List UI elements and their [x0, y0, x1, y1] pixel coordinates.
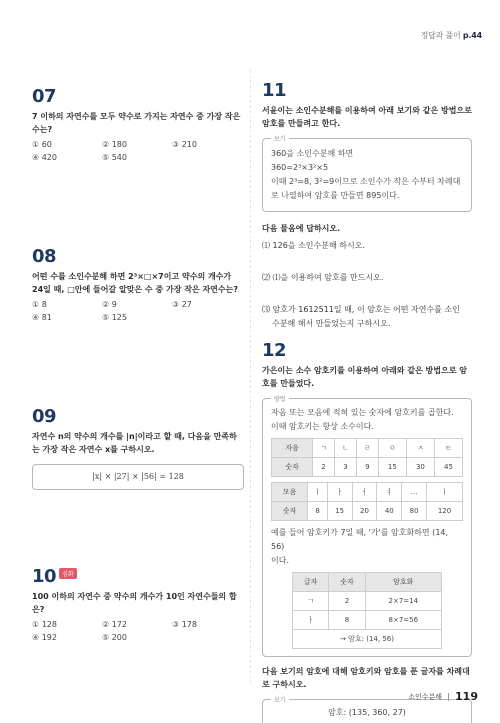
choice-4[interactable]: ④ 81 [32, 313, 52, 322]
table-cell: → 암호: (14, 56) [293, 630, 442, 649]
example-box [262, 138, 472, 212]
table-cell: 숫자 [272, 458, 313, 477]
table-row [272, 502, 463, 521]
table-cell: ㄹ [356, 439, 378, 458]
choice-1[interactable]: ① 8 [32, 300, 47, 309]
table-cell: ㄱ [313, 439, 335, 458]
box-line: 이때 2³=8, 3²=9이므로 소인수가 작은 수부터 차례대 [271, 177, 461, 186]
consonant-table [271, 438, 463, 477]
page-number: 119 [455, 690, 478, 703]
table-cell: 40 [377, 502, 402, 521]
formula: |x| × |27| × |56| = 128 [92, 472, 184, 481]
table-cell: 암호화 [365, 573, 441, 592]
choice-5[interactable]: ⑤ 540 [102, 153, 127, 162]
table-cell: 8 [329, 611, 365, 630]
question-08 [32, 248, 244, 322]
choice-3[interactable]: ③ 27 [172, 300, 192, 309]
table-cell: ㅣ [308, 483, 327, 502]
table-cell: 자음 [272, 439, 313, 458]
example-line: 예를 들어 암호키가 7일 때, '가'를 암호화하면 (14, 56) [271, 528, 449, 551]
box-title: 보기 [271, 694, 289, 708]
sub-question-2: ⑵ ⑴을 이용하여 암호를 만드시오. [262, 273, 384, 282]
answer-page-ref: p.44 [462, 31, 482, 40]
table-cell: ㅓ [352, 483, 377, 502]
table-cell: 2×7=14 [365, 592, 441, 611]
table-row [272, 439, 463, 458]
table-row [293, 630, 442, 649]
choice-4[interactable]: ④ 192 [32, 633, 57, 642]
question-number: 10 [32, 566, 57, 587]
table-cell: 2 [313, 458, 335, 477]
table-cell: ㅇ [378, 439, 406, 458]
question-number: 09 [32, 406, 57, 427]
table-row [293, 611, 442, 630]
cipher-text: 암호: (135, 360, 27) [328, 708, 406, 717]
box-line: 이때 암호키는 항상 소수이다. [271, 422, 374, 431]
table-row [293, 592, 442, 611]
table-cell: 글자 [293, 573, 329, 592]
question-11 [262, 82, 472, 331]
column-divider [250, 70, 251, 683]
box-line: 360=2³×3²×5 [271, 163, 329, 172]
table-cell: ㅏ [327, 483, 352, 502]
box-title: 보기 [271, 133, 289, 147]
page-footer [408, 690, 478, 703]
vowel-table [271, 482, 463, 521]
table-cell: ㅌ [434, 439, 462, 458]
table-cell: 8 [308, 502, 327, 521]
follow-up-question: 다음 보기의 암호에 대해 암호키와 암호를 푼 글자를 차례대로 구하시오. [262, 667, 470, 689]
difficulty-badge: 심화 [59, 568, 77, 579]
question-text: 100 이하의 자연수 중 약수의 개수가 10인 자연수들의 합은? [32, 592, 237, 614]
sub-question-1: ⑴ 126을 소인수분해 하시오. [262, 241, 365, 250]
sub-question-3: ⑶ 암호가 1612511일 때, 이 암호는 어떤 자연수를 소인 [262, 305, 460, 314]
table-cell: 120 [427, 502, 463, 521]
table-cell: ㄱ [293, 592, 329, 611]
question-number: 07 [32, 86, 57, 107]
table-cell: 15 [378, 458, 406, 477]
question-text: 서윤이는 소인수분해를 이용하여 아래 보기와 같은 방법으로 암호를 만들려고 한다. [262, 106, 472, 128]
table-row [272, 458, 463, 477]
choice-4[interactable]: ④ 420 [32, 153, 57, 162]
question-number: 08 [32, 246, 57, 267]
choice-2[interactable]: ② 172 [102, 620, 127, 629]
choice-5[interactable]: ⑤ 125 [102, 313, 127, 322]
table-cell: … [402, 483, 427, 502]
choice-1[interactable]: ① 128 [32, 620, 57, 629]
box-line: 로 나열하여 암호를 만들면 895이다. [271, 191, 400, 200]
sub-question-3-cont: 수분해 해서 만들었는지 구하시오. [272, 319, 391, 328]
formula-box [32, 464, 244, 490]
answer-reference-label: 정답과 풀이 [420, 31, 461, 40]
table-cell: 숫자 [329, 573, 365, 592]
table-cell: ㅕ [377, 483, 402, 502]
method-box [262, 398, 472, 657]
question-07 [32, 88, 244, 162]
table-cell: 2 [329, 592, 365, 611]
question-09 [32, 408, 244, 490]
choice-2[interactable]: ② 180 [102, 140, 127, 149]
table-cell: 9 [356, 458, 378, 477]
question-text: 가은이는 소수 암호키를 이용하여 아래와 같은 방법으로 암호를 만들었다. [262, 366, 467, 388]
table-cell: ㅈ [406, 439, 434, 458]
table-row [272, 483, 463, 502]
example-table [292, 572, 442, 649]
table-row [293, 573, 442, 592]
table-cell: 80 [402, 502, 427, 521]
choice-5[interactable]: ⑤ 200 [102, 633, 127, 642]
table-cell: 8×7=56 [365, 611, 441, 630]
choice-3[interactable]: ③ 210 [172, 140, 197, 149]
footer-divider [448, 693, 449, 701]
box-title: 방법 [271, 393, 289, 407]
question-text: 7 이하의 자연수를 모두 약수로 가지는 자연수 중 가장 작은 수는? [32, 112, 241, 134]
table-cell: ㅣ [427, 483, 463, 502]
question-text: 자연수 n의 약수의 개수를 |n|이라고 할 때, 다음을 만족하는 가장 작은 자연수 x를 구하시오. [32, 432, 237, 454]
question-number: 12 [262, 340, 287, 361]
instruction: 다음 물음에 답하시오. [262, 224, 341, 233]
example-line: 이다. [271, 556, 289, 565]
table-cell: 30 [406, 458, 434, 477]
answer-choices [32, 620, 244, 642]
table-cell: ㅏ [293, 611, 329, 630]
table-cell: 3 [334, 458, 356, 477]
section-title: 소인수분해 [408, 692, 443, 701]
choice-2[interactable]: ② 9 [102, 300, 117, 309]
question-12 [262, 342, 472, 723]
choice-1[interactable]: ① 60 [32, 140, 52, 149]
question-10 [32, 568, 244, 642]
table-cell: ㄴ [334, 439, 356, 458]
table-cell: 15 [327, 502, 352, 521]
answer-reference [421, 30, 482, 41]
box-line: 자음 또는 모음에 적혀 있는 숫자에 암호키를 곱한다. [271, 408, 454, 417]
table-cell: 숫자 [272, 502, 308, 521]
table-cell: 45 [434, 458, 462, 477]
question-number: 11 [262, 80, 287, 101]
table-cell: 20 [352, 502, 377, 521]
box-line: 360을 소인수분해 하면 [271, 149, 354, 158]
table-cell: 모음 [272, 483, 308, 502]
answer-choices [32, 300, 244, 322]
question-text: 어떤 수를 소인수분해 하면 2³×□×7이고 약수의 개수가 24일 때, □안에 들어갈 알맞은 수 중 가장 작은 자연수는? [32, 272, 238, 294]
choice-3[interactable]: ③ 178 [172, 620, 197, 629]
answer-choices [32, 140, 244, 162]
